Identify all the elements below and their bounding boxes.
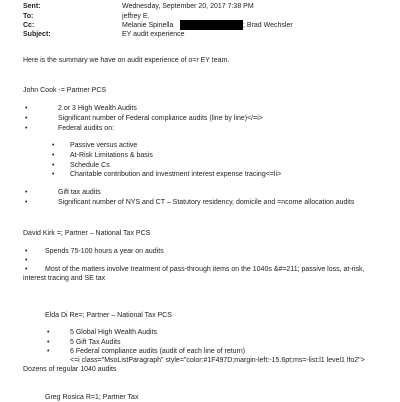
person-name: Greg Rosica R=1; Partner Tax: [45, 394, 139, 401]
to-label: To:: [23, 13, 34, 20]
bullet: •: [47, 329, 50, 336]
sub-bullet: •: [52, 152, 55, 159]
bullet: •: [25, 266, 28, 273]
subject-label: Subject:: [23, 31, 51, 38]
bullet: •: [25, 125, 28, 132]
bullet: •: [25, 105, 28, 112]
list-item: Significant number of Federal compliance audits (line by line)</=i>: [58, 115, 263, 122]
list-item: 5 Gift Tax Audits: [70, 339, 121, 346]
list-item: 6 Federal compliance audits (audit of each line of return): [70, 348, 246, 355]
cc-value-second: ; Brad Wechsler: [243, 22, 293, 29]
list-item: Spends 75-100 hours a year on audits: [45, 248, 164, 255]
person-name: David Kirk =; Partner – National Tax PCS: [23, 230, 151, 237]
bullet: •: [47, 339, 50, 346]
list-item: 2 or 3 High Wealth Audits: [58, 105, 137, 112]
bullet: •: [25, 199, 28, 206]
sub-list-item: Schedule Cs: [70, 162, 110, 169]
list-item: Federal audits on:: [58, 125, 115, 132]
redaction-bar: [180, 20, 243, 30]
bullet: •: [25, 115, 28, 122]
intro-text: Here is the summary we have on audit experience of o=r EY team.: [23, 57, 230, 64]
list-item: Gift tax audits: [58, 189, 101, 196]
bullet: •: [47, 348, 50, 355]
to-value: jeffrey E.: [122, 13, 150, 20]
subject-value: EY audit experience: [122, 31, 185, 38]
sub-list-item: Passive versus active: [70, 142, 138, 149]
list-item: Most of the matters involve treatment of pass-through items on the 1040s &#=211; passive loss, at-risk, interest tracing and SE tax: [23, 266, 365, 282]
bullet: •: [25, 248, 28, 255]
sub-bullet: •: [52, 142, 55, 149]
sub-bullet: •: [52, 171, 55, 178]
list-item: 5 Global High Wealth Audits: [70, 329, 158, 336]
bullet: •: [25, 257, 28, 264]
cc-value-first: Melanie Spinella: [122, 22, 174, 29]
person-name: John Cook -= Partner PCS: [23, 87, 107, 94]
list-item: Significant number of NYS and CT – Statutory residency, domicile and =ncome allocation audits: [58, 199, 355, 206]
sub-list-item: At-Risk Limitations & basis: [70, 152, 153, 159]
sub-list-item: Charitable contribution and investment interest expense tracing<=li>: [70, 171, 282, 178]
sent-label: Sent:: [23, 3, 41, 10]
sub-bullet: •: [52, 162, 55, 169]
person-name: Elda Di Re=; Partner – National Tax PCS: [45, 312, 172, 319]
sent-value: Wednesday, September 20, 2017 7:38 PM: [122, 3, 254, 10]
bullet: •: [25, 189, 28, 196]
cc-label: Cc:: [23, 22, 35, 29]
code-fragment-text: <=i class="MsoListParagraph" style="color:#1F497D;margin-left:-15.6pt;ms=-list:l1 level1 lfo2"> Dozens of regular 1040 audits: [23, 357, 365, 373]
